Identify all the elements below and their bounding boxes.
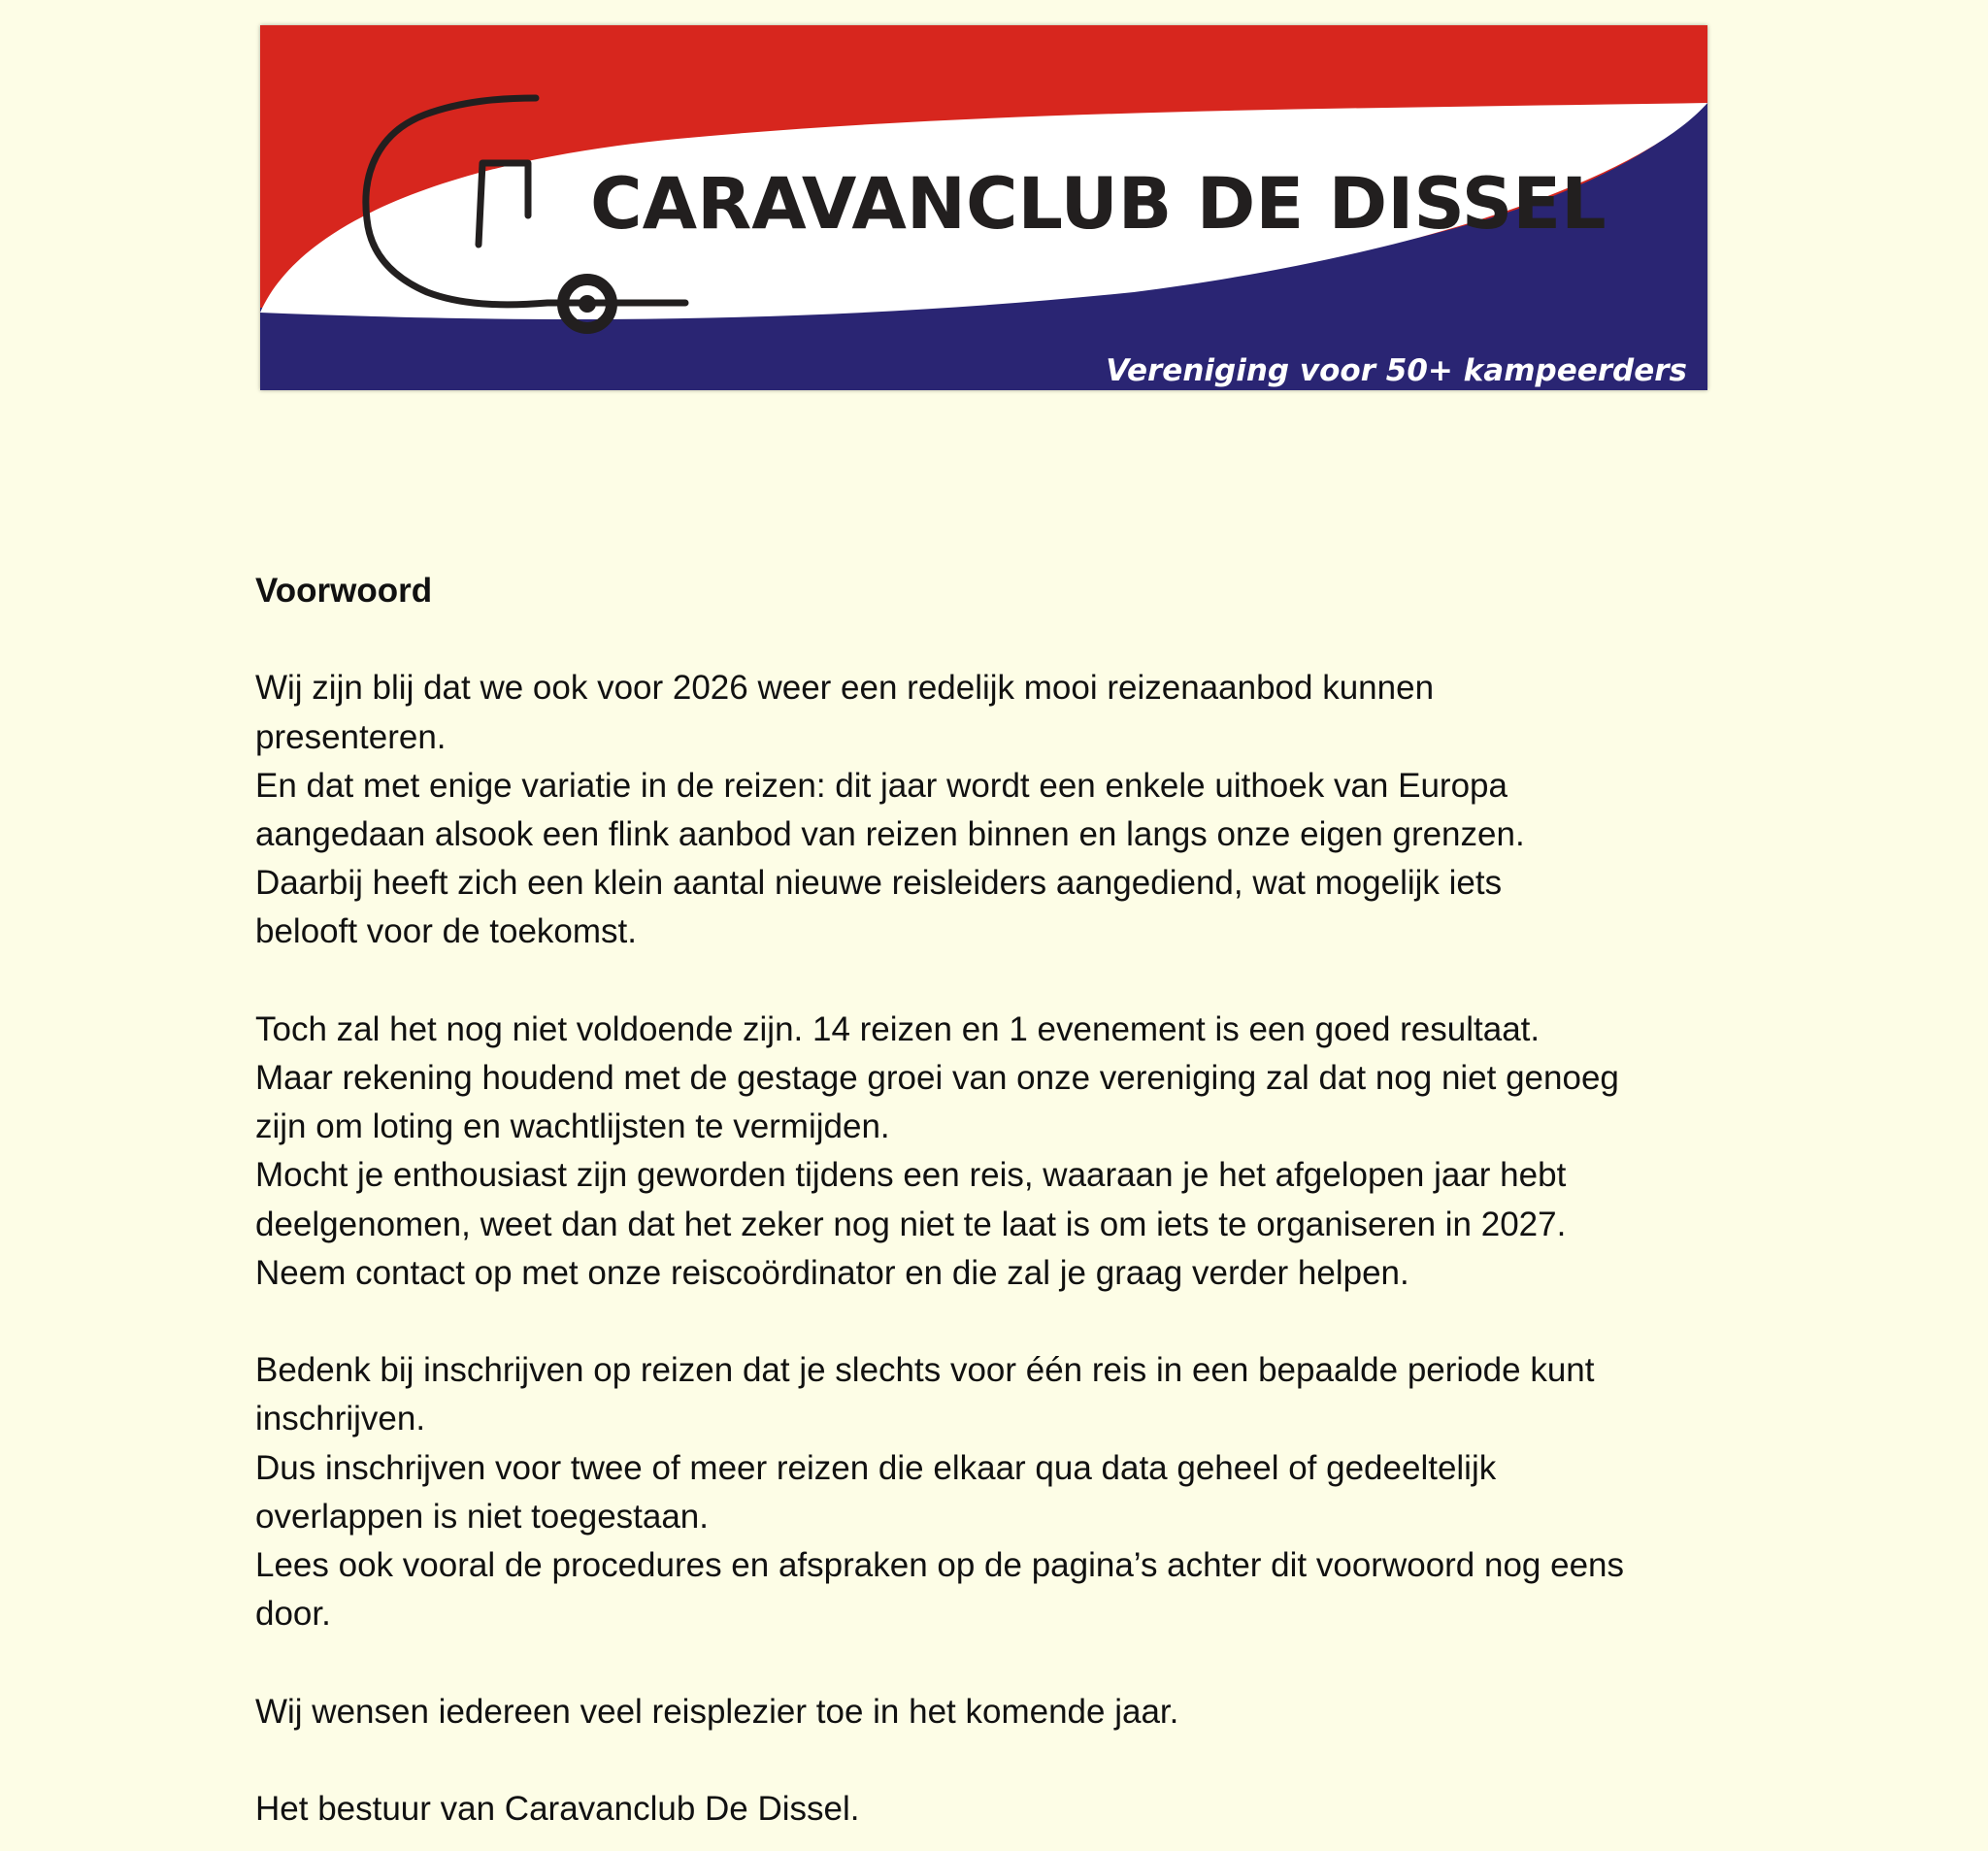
text-line: inschrijven. bbox=[255, 1400, 426, 1438]
paragraph-gap bbox=[255, 1298, 1770, 1346]
foreword-paragraph bbox=[255, 1346, 1770, 1638]
paragraph-gap bbox=[255, 1736, 1770, 1785]
foreword-signature bbox=[255, 1785, 1770, 1834]
club-banner bbox=[260, 25, 1707, 390]
text-line: overlappen is niet toegestaan. bbox=[255, 1497, 709, 1536]
text-line: Wij wensen iedereen veel reisplezier toe in het komende jaar. bbox=[255, 1692, 1179, 1731]
text-line: Maar rekening houdend met de gestage groei van onze vereniging zal dat nog niet genoeg bbox=[255, 1059, 1619, 1097]
text-line: presenteren. bbox=[255, 717, 447, 756]
club-tagline: Vereniging voor 50+ kampeerders bbox=[1106, 353, 1687, 388]
text-line: Mocht je enthousiast zijn geworden tijdens een reis, waaraan je het afgelopen jaar hebt bbox=[255, 1156, 1567, 1195]
text-line: Toch zal het nog niet voldoende zijn. 14 reizen en 1 evenement is een goed resultaat. bbox=[255, 1009, 1541, 1048]
text-line: deelgenomen, weet dan dat het zeker nog niet te laat is om iets te organiseren in 2027. bbox=[255, 1205, 1567, 1243]
foreword-paragraph bbox=[255, 664, 1770, 956]
foreword-heading: Voorwoord bbox=[255, 572, 433, 610]
club-name: CARAVANCLUB DE DISSEL bbox=[590, 163, 1607, 246]
text-line: Lees ook vooral de procedures en afspraken op de pagina’s achter dit voorwoord nog eens bbox=[255, 1546, 1625, 1585]
text-line: Dus inschrijven voor twee of meer reizen die elkaar qua data geheel of gedeeltelijk bbox=[255, 1448, 1497, 1487]
text-line: Neem contact op met onze reiscoördinator en die zal je graag verder helpen. bbox=[255, 1253, 1409, 1292]
text-line: aangedaan alsook een flink aanbod van reizen binnen en langs onze eigen grenzen. bbox=[255, 815, 1525, 853]
text-line: Het bestuur van Caravanclub De Dissel. bbox=[255, 1790, 860, 1828]
banner-graphic bbox=[260, 25, 1707, 390]
text-line: Wij zijn blij dat we ook voor 2026 weer een redelijk mooi reizenaanbod kunnen bbox=[255, 669, 1435, 708]
foreword-wishes bbox=[255, 1688, 1770, 1736]
text-line: En dat met enige variatie in de reizen: dit jaar wordt een enkele uithoek van Europa bbox=[255, 766, 1508, 805]
paragraph-gap bbox=[255, 1638, 1770, 1687]
text-line: Daarbij heeft zich een klein aantal nieuwe reisleiders aangediend, wat mogelijk iets bbox=[255, 864, 1503, 903]
paragraph-gap bbox=[255, 957, 1770, 1006]
text-line: zijn om loting en wachtlijsten te vermijden. bbox=[255, 1107, 890, 1146]
text-line: belooft voor de toekomst. bbox=[255, 912, 637, 951]
text-line: Bedenk bij inschrijven op reizen dat je slechts voor één reis in een bepaalde periode kunt bbox=[255, 1351, 1595, 1390]
foreword-paragraph bbox=[255, 1006, 1770, 1298]
text-line: door. bbox=[255, 1595, 331, 1634]
foreword-content bbox=[255, 567, 1770, 1834]
